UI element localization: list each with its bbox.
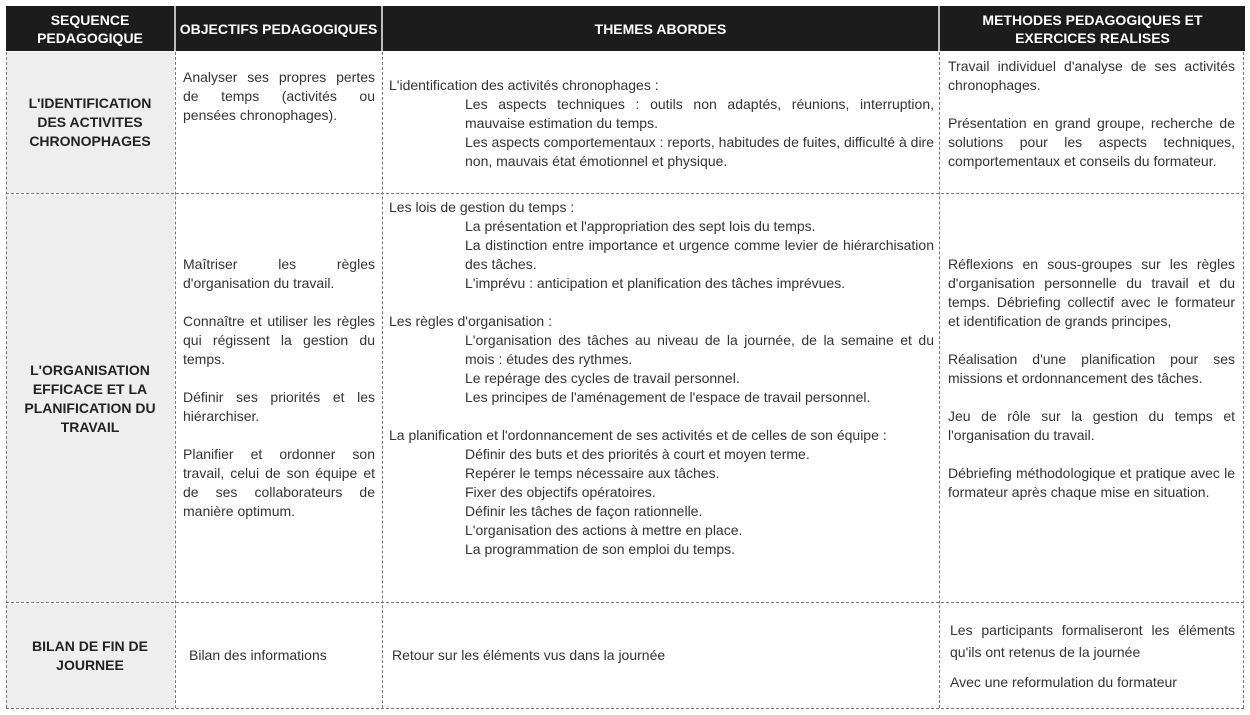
header-methodes-label: METHODES PEDAGOGIQUES ET EXERCICES REALISES — [982, 11, 1203, 46]
methode-text: Réflexions en sous-groupes sur les règles d'organisation personnelle du travail et du temps. Débriefing collectif avec le formateur et identification de grands principes, — [948, 256, 1235, 329]
objectifs-cell-1 — [183, 68, 375, 125]
methode-text: Débriefing méthodologique et pratique avec le formateur après chaque mise en situation. — [948, 465, 1235, 500]
sequence-cell-3 — [6, 604, 174, 708]
themes-cell-1 — [389, 76, 934, 171]
methode-text: Jeu de rôle sur la gestion du temps et l'organisation du travail. — [948, 408, 1235, 443]
methode-text: Réalisation d'une planification pour ses missions et ordonnancement des tâches. — [948, 351, 1235, 386]
grid-line — [175, 52, 176, 708]
sequence-label-2: L'ORGANISATION EFFICACE ET LA PLANIFICATION DU TRAVAIL — [24, 361, 156, 435]
themes-cell-2 — [389, 198, 934, 559]
themes-cell-3 — [392, 646, 932, 665]
header-objectifs-label: OBJECTIFS PEDAGOGIQUES — [179, 20, 378, 37]
theme-item: Fixer des objectifs opératoires. — [465, 484, 656, 500]
theme-text: Retour sur les éléments vus dans la journée — [392, 647, 666, 663]
theme-item: La distinction entre importance et urgence comme levier de hiérarchisation des tâches. — [465, 237, 934, 272]
grid-line — [1243, 52, 1244, 708]
sequence-label-1: L'IDENTIFICATION DES ACTIVITES CHRONOPHAGES — [28, 95, 152, 149]
grid-line — [6, 193, 1244, 194]
theme-item: L'organisation des actions à mettre en place. — [465, 522, 743, 538]
objectif-text: Définir ses priorités et les hiérarchiser. — [183, 389, 375, 424]
objectifs-cell-2 — [183, 255, 375, 521]
methodes-cell-1 — [948, 57, 1235, 171]
methodes-cell-3 — [950, 619, 1235, 692]
objectif-text: Bilan des informations — [189, 647, 327, 663]
theme-item: Définir des buts et des priorités à court et moyen terme. — [465, 446, 810, 462]
theme-item: Les aspects comportementaux : reports, habitudes de fuites, difficulté à dire non, mauvais état émotionnel et physique. — [465, 134, 934, 169]
header-objectifs — [176, 6, 383, 51]
objectifs-cell-3 — [189, 646, 375, 665]
objectif-text: Planifier et ordonner son travail, celui de son équipe et de ses collaborateurs de manière optimum. — [183, 446, 375, 519]
grid-line — [6, 52, 7, 708]
sequence-label-3: BILAN DE FIN DE JOURNEE — [32, 638, 148, 673]
sequence-cell-2 — [6, 195, 174, 602]
grid-line — [939, 52, 940, 708]
methodes-cell-2 — [948, 255, 1235, 502]
header-themes — [383, 6, 940, 51]
objectif-text: Analyser ses propres pertes de temps (activités ou pensées chronophages). — [183, 69, 375, 123]
themes-group-title: La planification et l'ordonnancement de ses activités et de celles de son équipe : — [389, 427, 887, 443]
theme-item: La présentation et l'appropriation des sept lois du temps. — [465, 218, 816, 234]
theme-item: Définir les tâches de façon rationnelle. — [465, 503, 703, 519]
header-sequence — [6, 6, 176, 51]
objectif-text: Maîtriser les règles d'organisation du travail. — [183, 256, 375, 291]
theme-item: La programmation de son emploi du temps. — [465, 541, 736, 557]
theme-item: Les aspects techniques : outils non adaptés, réunions, interruption, mauvaise estimation du temps. — [465, 96, 934, 131]
methode-text: Avec une reformulation du formateur — [950, 674, 1177, 690]
header-themes-label: THEMES ABORDES — [594, 20, 727, 37]
objectif-text: Connaître et utiliser les règles qui régissent la gestion du temps. — [183, 313, 375, 367]
grid-line — [6, 708, 1244, 709]
theme-item: L'imprévu : anticipation et planification des tâches imprévues. — [465, 275, 846, 291]
theme-item: Le repérage des cycles de travail personnel. — [465, 370, 740, 386]
theme-item: L'organisation des tâches au niveau de la journée, de la semaine et du mois : études des rythmes. — [465, 332, 934, 367]
themes-group-title: Les lois de gestion du temps : — [389, 199, 575, 215]
themes-intro: L'identification des activités chronophages : — [389, 77, 659, 93]
sequence-cell-1 — [6, 52, 174, 193]
grid-line — [382, 52, 383, 708]
grid-line — [6, 602, 1244, 603]
methode-text: Travail individuel d'analyse de ses activités chronophages. — [948, 58, 1235, 93]
header-sequence-label: SEQUENCE PEDAGOGIQUE — [37, 11, 143, 46]
theme-item: Les principes de l'aménagement de l'espace de travail personnel. — [465, 389, 871, 405]
methode-text: Présentation en grand groupe, recherche de solutions pour les aspects techniques, comportementaux et conseils du formateur. — [948, 115, 1235, 169]
header-methodes — [940, 6, 1245, 51]
themes-group-title: Les règles d'organisation : — [389, 313, 552, 329]
methode-text: Les participants formaliseront les éléments qu'ils ont retenus de la journée — [950, 622, 1235, 660]
theme-item: Repérer le temps nécessaire aux tâches. — [465, 465, 720, 481]
